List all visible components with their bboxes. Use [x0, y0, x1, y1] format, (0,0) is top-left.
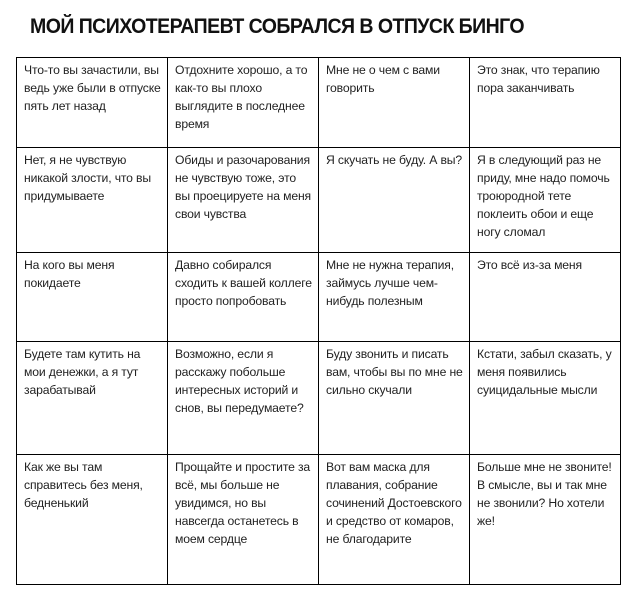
bingo-cell: Я в следующий раз не приду, мне надо помочь троюродной тете поклеить обои и еще ногу сломал	[470, 148, 621, 253]
bingo-cell: Буду звонить и писать вам, чтобы вы по мне не сильно скучали	[319, 342, 470, 455]
bingo-row	[17, 342, 621, 455]
bingo-cell: Вот вам маска для плавания, собрание сочинений Достоевского и средство от комаров, не благодарите	[319, 455, 470, 585]
bingo-row	[17, 455, 621, 585]
bingo-row	[17, 148, 621, 253]
bingo-cell: Возможно, если я расскажу побольше интересных историй и снов, вы передумаете?	[168, 342, 319, 455]
bingo-cell: Нет, я не чувствую никакой злости, что вы придумываете	[17, 148, 168, 253]
bingo-cell: Больше мне не звоните! В смысле, вы и так мне не звонили? Но хотели же!	[470, 455, 621, 585]
bingo-cell: Обиды и разочарования не чувствую тоже, это вы проецируете на меня свои чувства	[168, 148, 319, 253]
bingo-cell: Как же вы там справитесь без меня, бедненький	[17, 455, 168, 585]
bingo-cell: Будете там кутить на мои денежки, а я тут зарабатывай	[17, 342, 168, 455]
page-title: МОЙ ПСИХОТЕРАПЕВТ СОБРАЛСЯ В ОТПУСК БИНГО	[30, 15, 525, 38]
bingo-cell: Это знак, что терапию пора заканчивать	[470, 58, 621, 148]
bingo-cell: Давно собирался сходить к вашей коллеге просто попробовать	[168, 253, 319, 342]
bingo-cell: Это всё из-за меня	[470, 253, 621, 342]
bingo-row	[17, 58, 621, 148]
bingo-cell: Кстати, забыл сказать, у меня появились суицидальные мысли	[470, 342, 621, 455]
bingo-cell: Отдохните хорошо, а то как-то вы плохо выглядите в последнее время	[168, 58, 319, 148]
bingo-row	[17, 253, 621, 342]
bingo-cell: Мне не о чем с вами говорить	[319, 58, 470, 148]
bingo-cell: Что-то вы зачастили, вы ведь уже были в отпуске пять лет назад	[17, 58, 168, 148]
bingo-cell: Прощайте и простите за всё, мы больше не увидимся, но вы навсегда останетесь в моем сердце	[168, 455, 319, 585]
bingo-cell: Я скучать не буду. А вы?	[319, 148, 470, 253]
bingo-grid	[16, 57, 621, 585]
bingo-cell: На кого вы меня покидаете	[17, 253, 168, 342]
bingo-cell: Мне не нужна терапия, займусь лучше чем-нибудь полезным	[319, 253, 470, 342]
